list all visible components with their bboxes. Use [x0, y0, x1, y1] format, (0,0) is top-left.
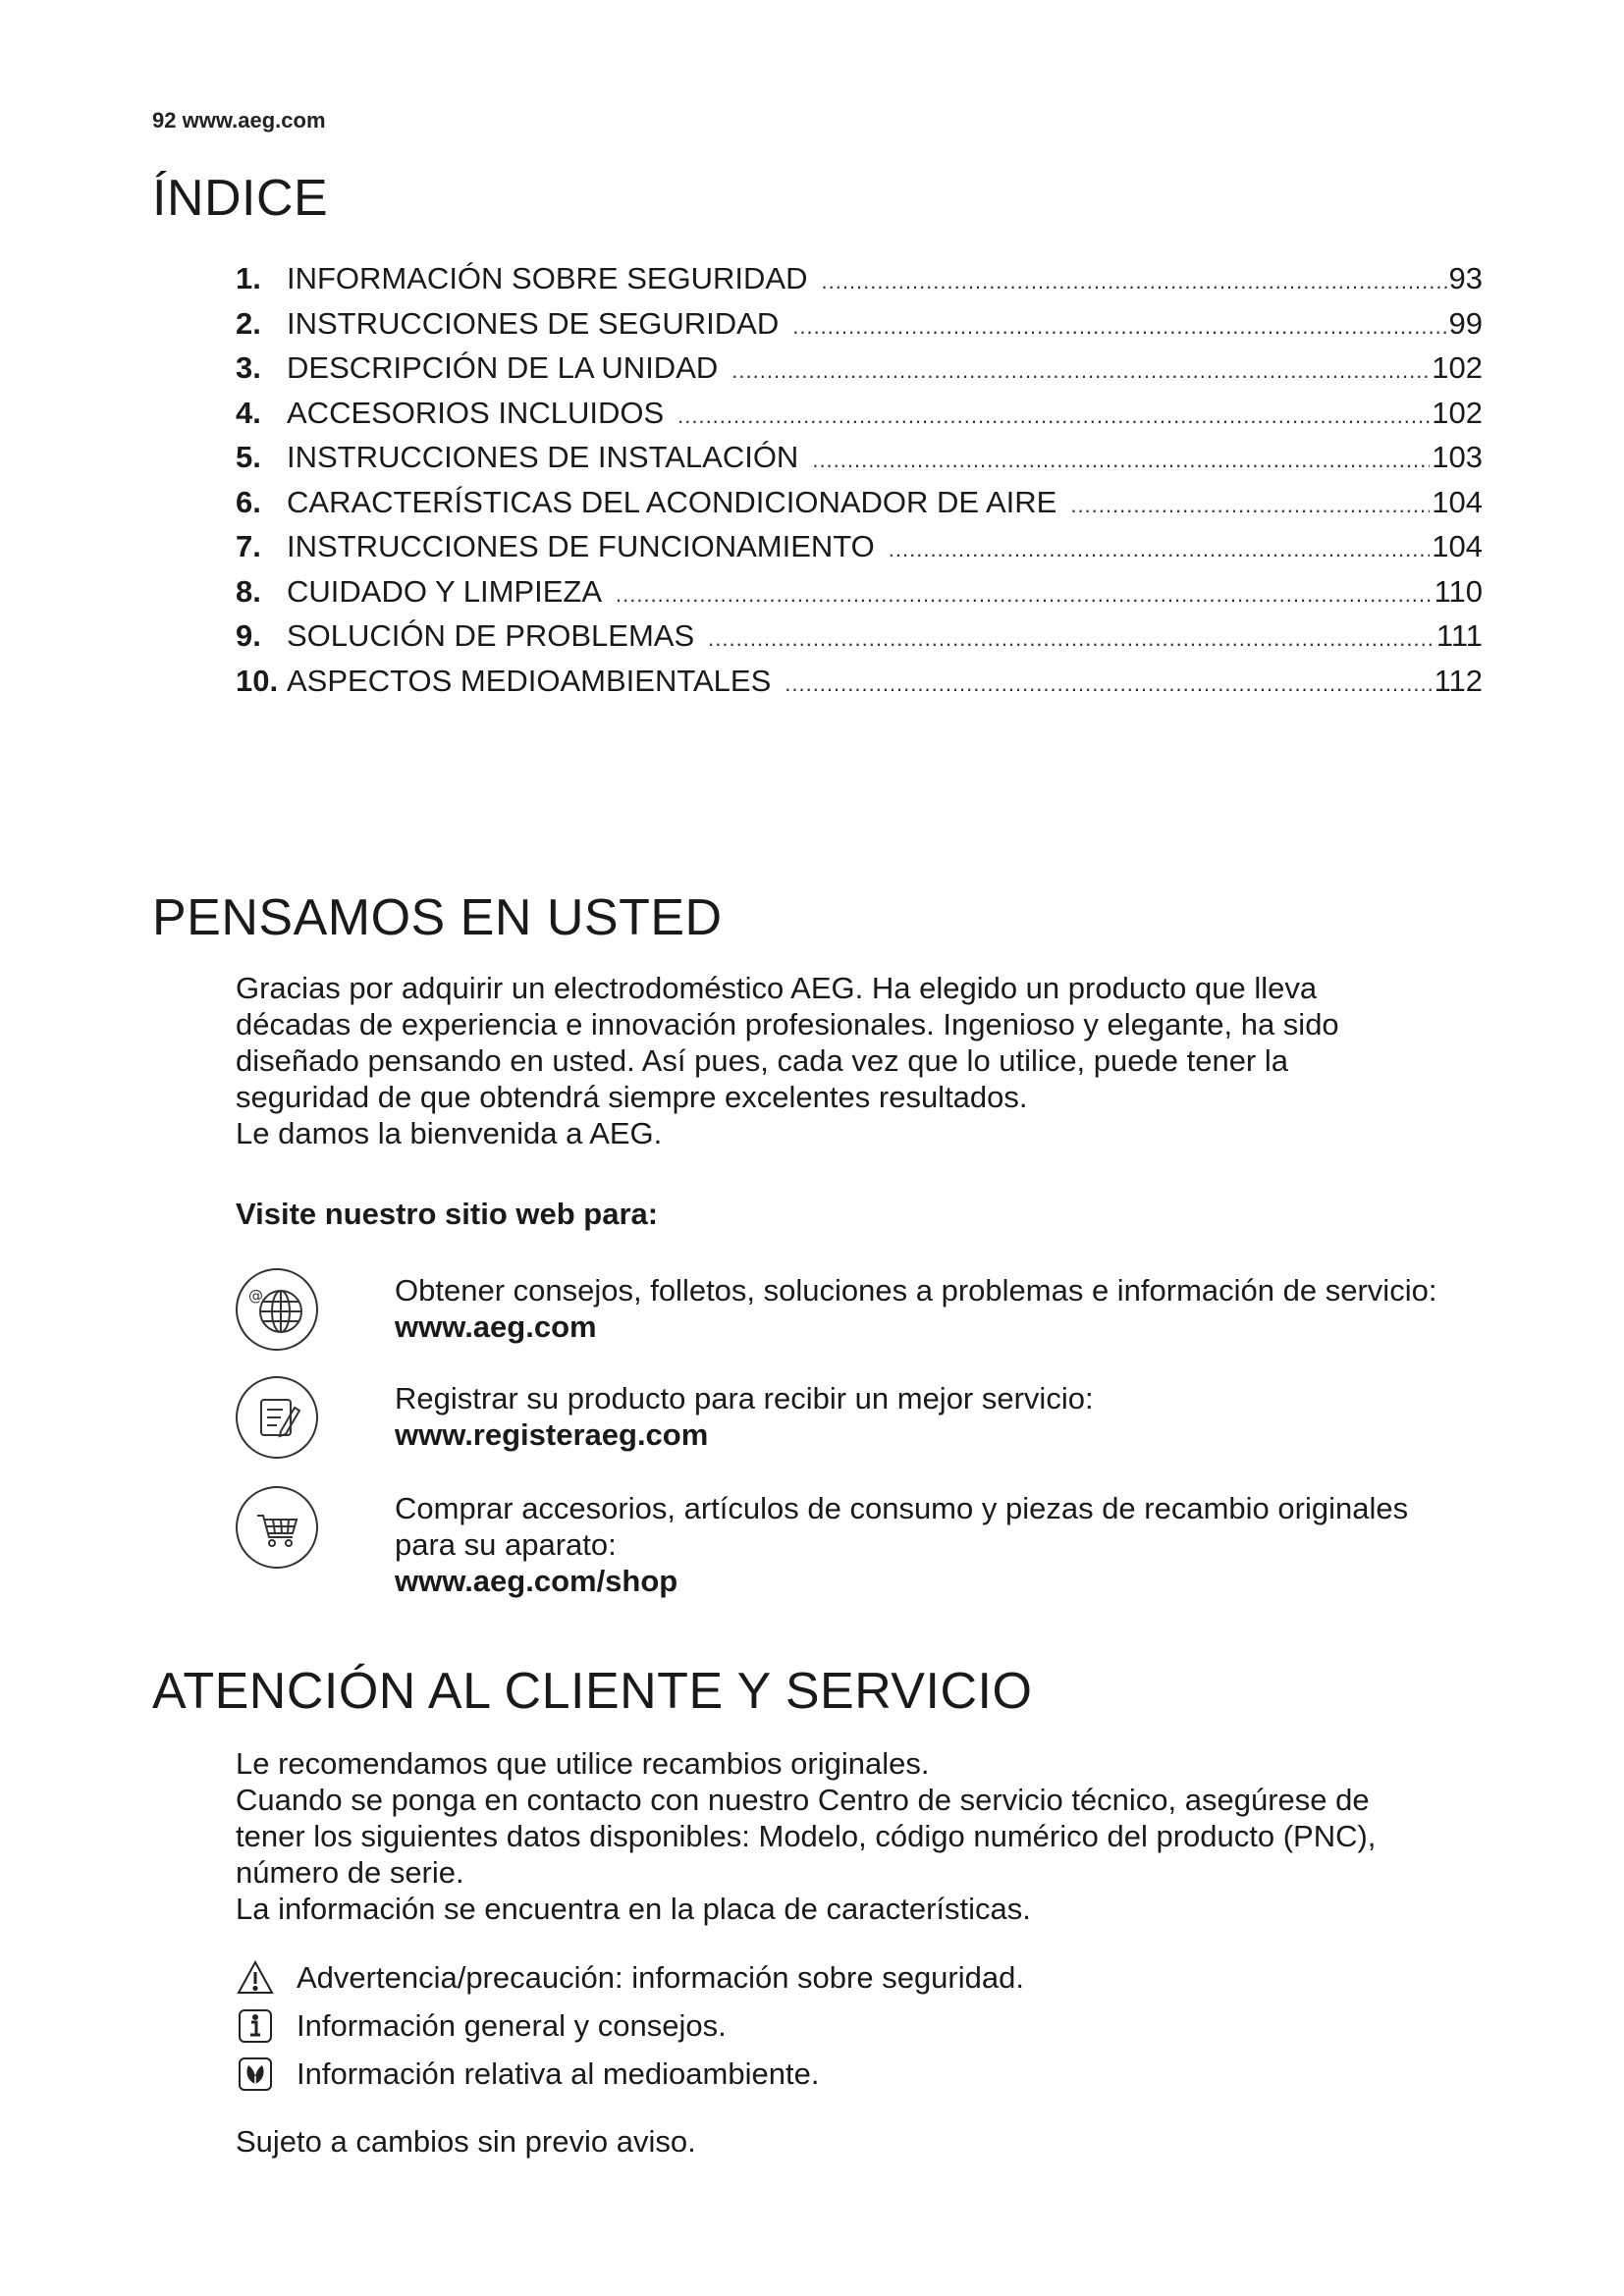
toc-leader-dots [792, 314, 1446, 340]
toc-item[interactable] [236, 440, 1483, 485]
toc-item-label: INFORMACIÓN SOBRE SEGURIDAD [287, 261, 808, 295]
register-website-link[interactable]: www.registeraeg.com [395, 1417, 709, 1452]
toc-item[interactable] [236, 618, 1483, 664]
environment-icon [236, 2056, 275, 2093]
toc-leader-dots [616, 582, 1433, 608]
legend-text: Advertencia/precaución: información sobre seguridad. [297, 1959, 1024, 1995]
toc-leader-dots [677, 403, 1430, 429]
paragraph-line: décadas de experiencia e innovación profesionales. Ingenioso y elegante, ha sido [236, 1007, 1339, 1041]
paragraph-line: diseñado pensando en usted. Así pues, cada vez que lo utilice, puede tener la [236, 1043, 1288, 1078]
page-number: 92 [152, 108, 177, 133]
toc-item-page: 102 [1432, 395, 1483, 430]
info-icon [236, 2007, 275, 2045]
toc-leader-dots [785, 671, 1432, 697]
toc-item-label: CUIDADO Y LIMPIEZA [287, 573, 602, 609]
globe-icon [236, 1268, 318, 1351]
paragraph-line: Gracias por adquirir un electrodoméstico AEG. Ha elegido un producto que lleva [236, 971, 1318, 1005]
toc-leader-dots [812, 448, 1430, 473]
toc-item-page: 104 [1432, 529, 1483, 563]
toc-item-number: 7. [236, 529, 261, 563]
toc-item-page: 110 [1434, 573, 1483, 609]
shopping-cart-icon [236, 1486, 318, 1569]
shop-website-link[interactable]: www.aeg.com/shop [395, 1564, 678, 1598]
toc-item-number: 10. [236, 663, 279, 698]
table-of-contents [236, 261, 1483, 708]
page-header [152, 108, 326, 133]
service-section-title: ATENCIÓN AL CLIENTE Y SERVICIO [152, 1663, 1033, 1720]
toc-item-page: 104 [1432, 484, 1483, 519]
toc-leader-dots [1070, 493, 1430, 518]
toc-item[interactable] [236, 261, 1483, 306]
web-item-description: Comprar accesorios, artículos de consumo y piezas de recambio originales [395, 1491, 1409, 1525]
toc-item-label: CARACTERÍSTICAS DEL ACONDICIONADOR DE AIRE [287, 484, 1057, 519]
toc-item-number: 3. [236, 350, 261, 385]
toc-item-number: 2. [236, 305, 261, 341]
web-item-description: Obtener consejos, folletos, soluciones a problemas e información de servicio: [395, 1273, 1437, 1308]
web-item-description: Registrar su producto para recibir un mejor servicio: [395, 1381, 1094, 1415]
toc-item[interactable] [236, 529, 1483, 574]
toc-item[interactable] [236, 306, 1483, 351]
paragraph-line: tener los siguientes datos disponibles: Modelo, código numérico del producto (PNC), [236, 1819, 1377, 1853]
toc-item-label: INSTRUCCIONES DE SEGURIDAD [287, 305, 780, 341]
toc-title: ÍNDICE [152, 170, 329, 227]
visit-website-heading: Visite nuestro sitio web para: [236, 1197, 659, 1231]
paragraph-line: Cuando se ponga en contacto con nuestro Centro de servicio técnico, asegúrese de [236, 1783, 1370, 1817]
toc-leader-dots [731, 358, 1430, 384]
legend-item [236, 2050, 1316, 2098]
warning-icon [236, 1959, 275, 1997]
toc-item-label: INSTRUCCIONES DE FUNCIONAMIENTO [287, 529, 875, 563]
paragraph-line: Le recomendamos que utilice recambios originales. [236, 1746, 930, 1781]
toc-item-number: 8. [236, 573, 261, 609]
toc-item[interactable] [236, 396, 1483, 441]
toc-item-label: ACCESORIOS INCLUIDOS [287, 395, 665, 430]
toc-item-label: SOLUCIÓN DE PROBLEMAS [287, 618, 695, 653]
web-item-info [236, 1268, 1512, 1366]
paragraph-line: número de serie. [236, 1855, 464, 1890]
symbol-legend [236, 1953, 1316, 2098]
toc-item[interactable] [236, 485, 1483, 530]
welcome-paragraph [236, 970, 1492, 1151]
toc-leader-dots [822, 269, 1447, 294]
toc-item-number: 1. [236, 261, 261, 295]
toc-item-page: 103 [1432, 440, 1483, 474]
toc-item[interactable] [236, 574, 1483, 619]
toc-item-label: ASPECTOS MEDIOAMBIENTALES [287, 663, 772, 698]
web-item-shop [236, 1486, 1512, 1598]
web-item-description: para su aparato: [395, 1527, 617, 1562]
legend-item [236, 1953, 1316, 2002]
toc-item-page: 112 [1434, 663, 1483, 698]
welcome-section-title: PENSAMOS EN USTED [152, 889, 723, 946]
service-paragraph [236, 1745, 1492, 1927]
aeg-website-link[interactable]: www.aeg.com [395, 1309, 597, 1344]
toc-leader-dots [708, 626, 1435, 652]
toc-leader-dots [889, 537, 1430, 562]
paragraph-line: La información se encuentra en la placa de características. [236, 1892, 1031, 1926]
toc-item-page: 102 [1432, 350, 1483, 385]
toc-item-number: 9. [236, 618, 261, 653]
header-site-link[interactable]: www.aeg.com [182, 108, 326, 133]
svg-text:@: @ [248, 1287, 263, 1305]
toc-item-number: 6. [236, 484, 261, 519]
toc-item-label: INSTRUCCIONES DE INSTALACIÓN [287, 440, 799, 474]
toc-item-label: DESCRIPCIÓN DE LA UNIDAD [287, 350, 719, 385]
legend-text: Información relativa al medioambiente. [297, 2056, 820, 2091]
register-icon [236, 1376, 318, 1459]
web-item-register [236, 1376, 1512, 1474]
toc-item[interactable] [236, 350, 1483, 396]
toc-item[interactable] [236, 664, 1483, 709]
toc-item-number: 5. [236, 440, 261, 474]
legend-text: Información general y consejos. [297, 2007, 727, 2043]
toc-item-page: 111 [1435, 618, 1483, 653]
change-notice: Sujeto a cambios sin previo aviso. [236, 2124, 696, 2159]
paragraph-line: seguridad de que obtendrá siempre excelentes resultados. [236, 1080, 1028, 1114]
toc-item-page: 99 [1448, 305, 1483, 341]
legend-item [236, 2002, 1316, 2050]
paragraph-line: Le damos la bienvenida a AEG. [236, 1116, 663, 1150]
toc-item-number: 4. [236, 395, 261, 430]
toc-item-page: 93 [1448, 261, 1483, 295]
